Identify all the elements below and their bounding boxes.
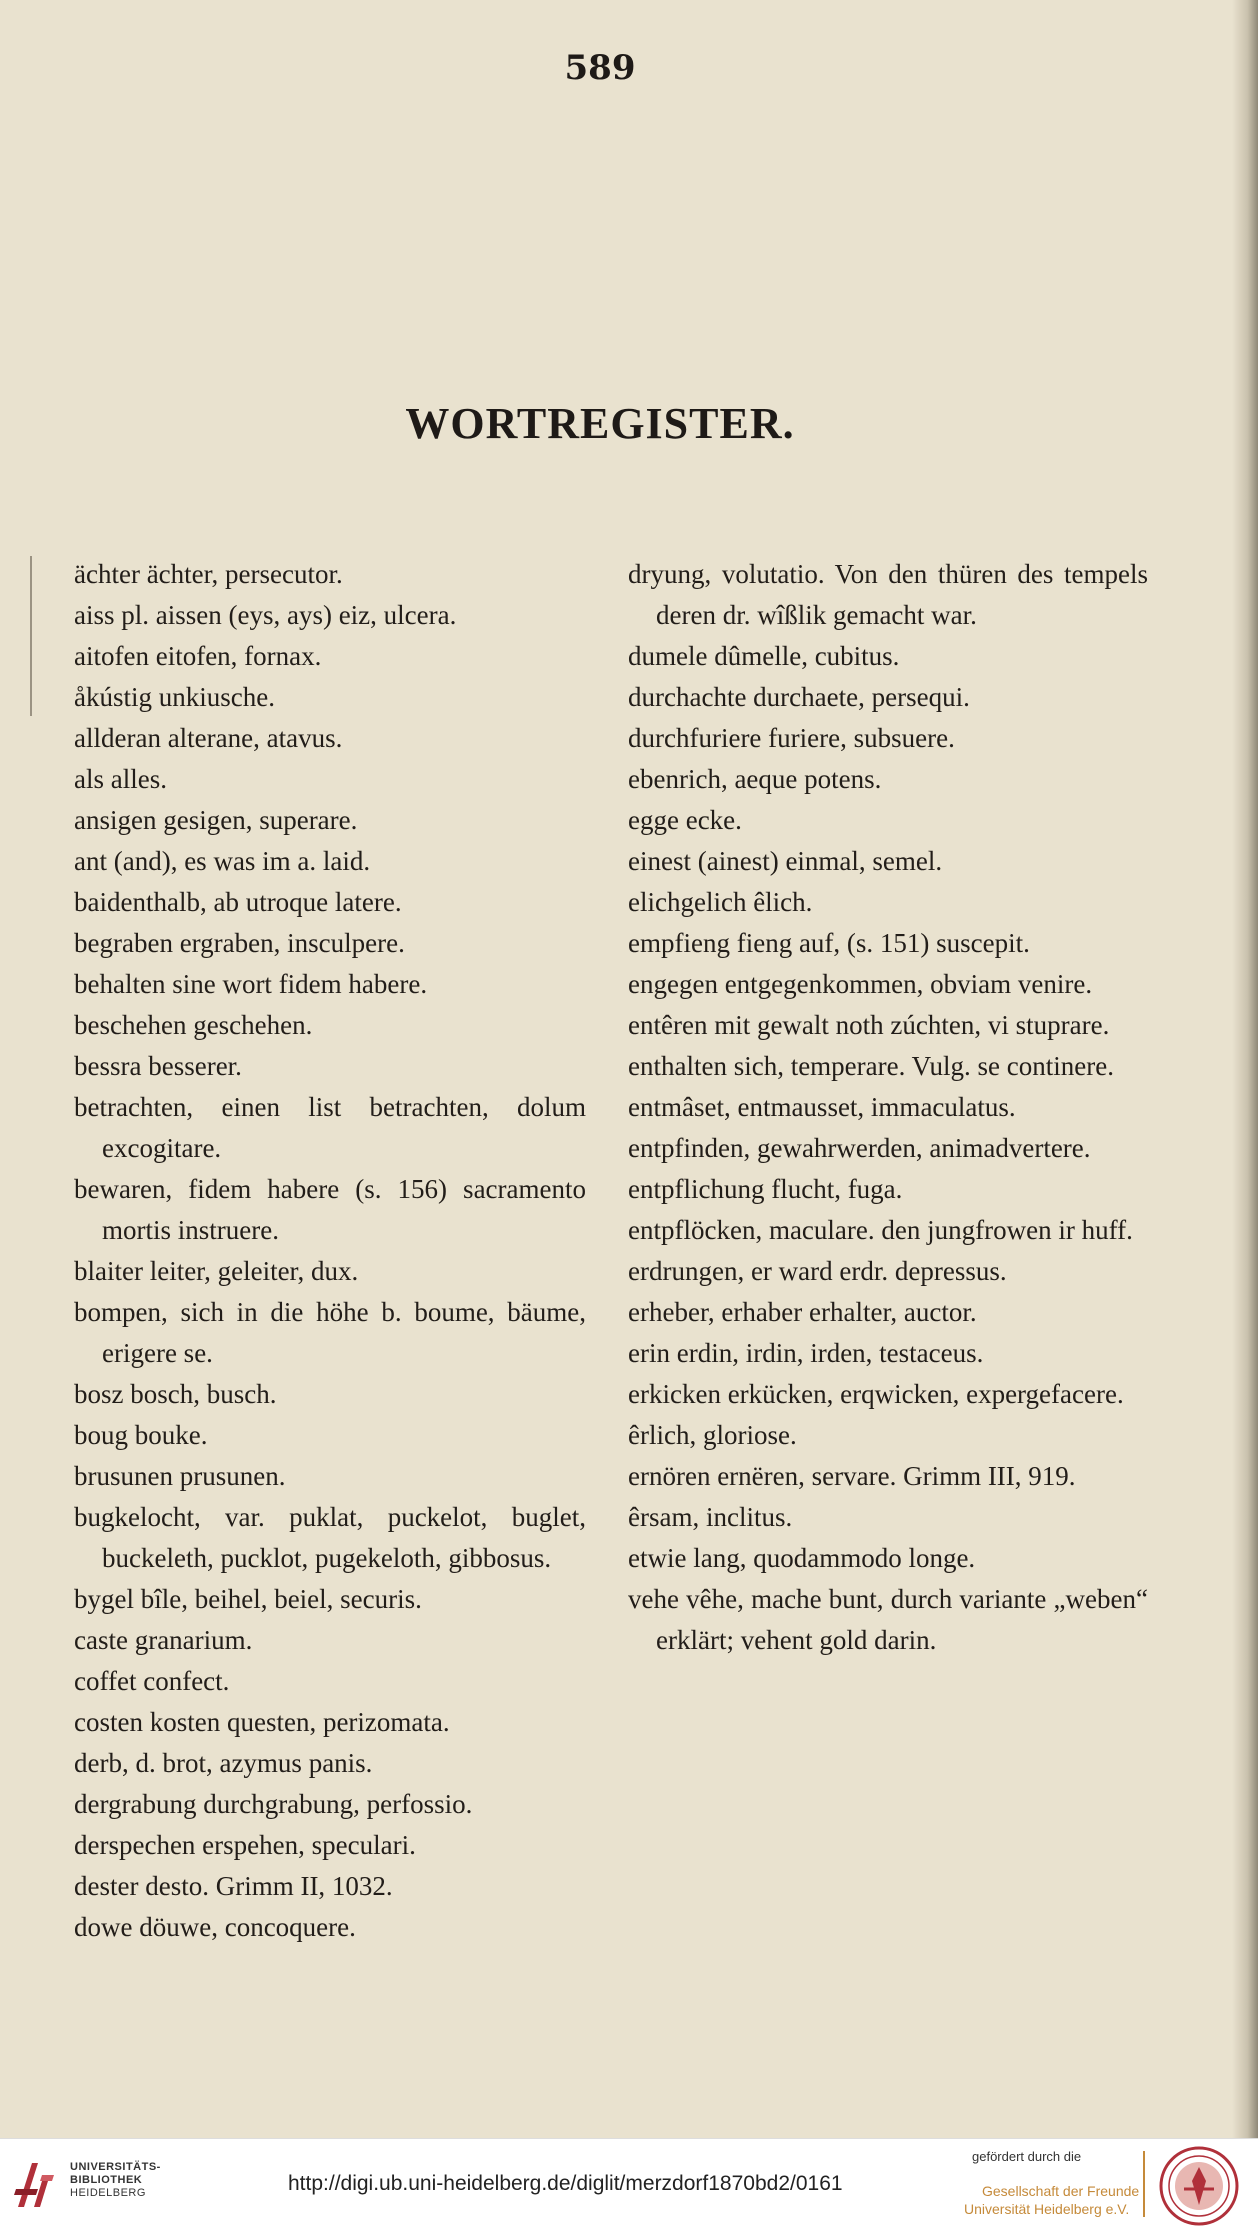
sponsor-name-line2: Universität Heidelberg e.V. — [964, 2201, 1130, 2217]
index-entry: ernören ernëren, servare. Grimm III, 919. — [628, 1461, 1076, 1491]
index-entry: durchachte durchaete, persequi. — [628, 682, 970, 712]
index-entry: entpfinden, gewahrwerden, animadvertere. — [628, 1133, 1091, 1163]
index-entry: derspechen erspehen, speculari. — [74, 1830, 416, 1860]
index-entry: durchfuriere furiere, subsuere. — [628, 723, 955, 753]
library-name-line1: UNIVERSITÄTS- — [70, 2161, 161, 2173]
library-name — [70, 2161, 161, 2200]
index-entry: elichgelich êlich. — [628, 887, 813, 917]
index-entry: êrsam, inclitus. — [628, 1502, 793, 1532]
index-entry: enthalten sich, temperare. Vulg. se continere. — [628, 1051, 1114, 1081]
index-entry: engegen entgegenkommen, obviam venire. — [628, 969, 1093, 999]
index-entry: baidenthalb, ab utroque latere. — [74, 887, 402, 917]
index-entry: aiss pl. aissen (eys, ays) eiz, ulcera. — [74, 600, 457, 630]
index-entry: begraben ergraben, insculpere. — [74, 928, 405, 958]
index-entry: betrachten, einen list betrachten, dolum excogitare. — [74, 1092, 586, 1163]
page-number: 589 — [564, 48, 636, 88]
page-title: WORTREGISTER. — [405, 399, 795, 448]
index-entry: erkicken erkücken, erqwicken, expergefacere. — [628, 1379, 1124, 1409]
index-entry: costen kosten questen, perizomata. — [74, 1707, 450, 1737]
index-entry: bessra besserer. — [74, 1051, 242, 1081]
index-entry: behalten sine wort fidem habere. — [74, 969, 428, 999]
index-entry: dergrabung durchgrabung, perfossio. — [74, 1789, 473, 1819]
library-name-line3: HEIDELBERG — [70, 2187, 146, 2199]
index-entry: dumele dûmelle, cubitus. — [628, 641, 900, 671]
index-entry: boug bouke. — [74, 1420, 208, 1450]
index-entry: ant (and), es was im a. laid. — [74, 846, 371, 876]
index-entry: allderan alterane, atavus. — [74, 723, 343, 753]
index-entry: brusunen prusunen. — [74, 1461, 286, 1491]
library-name-line2: BIBLIOTHEK — [70, 2174, 143, 2186]
index-entry: caste granarium. — [74, 1625, 253, 1655]
index-entry: coffet confect. — [74, 1666, 230, 1696]
sponsor-name-line1: Gesellschaft der Freunde — [982, 2183, 1140, 2199]
index-entry: erheber, erhaber erhalter, auctor. — [628, 1297, 977, 1327]
sponsor-caption: gefördert durch die — [972, 2149, 1082, 2164]
index-entry: dowe döuwe, concoquere. — [74, 1912, 356, 1942]
index-entry: entpflichung flucht, fuga. — [628, 1174, 903, 1204]
index-entry: empfieng fieng auf, (s. 151) suscepit. — [628, 928, 1030, 958]
index-entry: etwie lang, quodammodo longe. — [628, 1543, 976, 1573]
index-entry: erdrungen, er ward erdr. depressus. — [628, 1256, 1007, 1286]
index-entry: ansigen gesigen, superare. — [74, 805, 358, 835]
index-entry: vehe vêhe, mache bunt, durch variante „weben“ erklärt; vehent gold darin. — [628, 1584, 1148, 1655]
index-entry: beschehen geschehen. — [74, 1010, 313, 1040]
page-edge-shadow — [1232, 0, 1258, 2138]
index-entry: bewaren, fidem habere (s. 156) sacramento mortis instruere. — [74, 1174, 586, 1245]
index-entry: egge ecke. — [628, 805, 742, 835]
index-entry: bugkelocht, var. puklat, puckelot, buglet, buckeleth, pucklot, pugekeloth, gibbosus. — [74, 1502, 586, 1573]
index-entry: erin erdin, irdin, irden, testaceus. — [628, 1338, 984, 1368]
footer-bar — [0, 2138, 1258, 2230]
index-entry: ächter ächter, persecutor. — [74, 559, 343, 589]
university-seal-icon — [1158, 2145, 1240, 2227]
left-column — [74, 554, 586, 1948]
index-entry: aitofen eitofen, fornax. — [74, 641, 322, 671]
index-entry: bygel bîle, beihel, beiel, securis. — [74, 1584, 422, 1614]
index-entry: entpflöcken, maculare. den jungfrowen ir huff. — [628, 1215, 1133, 1245]
index-entry: blaiter leiter, geleiter, dux. — [74, 1256, 359, 1286]
index-entry: åkústig unkiusche. — [74, 682, 275, 712]
index-entry: dester desto. Grimm II, 1032. — [74, 1871, 393, 1901]
right-column — [628, 554, 1148, 1661]
index-entry: entêren mit gewalt noth zúchten, vi stuprare. — [628, 1010, 1110, 1040]
margin-pencil-mark — [30, 556, 36, 716]
index-entry: dryung, volutatio. Von den thüren des tempels deren dr. wîßlik gemacht war. — [628, 559, 1148, 630]
index-entry: einest (ainest) einmal, semel. — [628, 846, 943, 876]
index-entry: entmâset, entmausset, immaculatus. — [628, 1092, 1016, 1122]
permalink-url[interactable]: http://digi.ub.uni-heidelberg.de/diglit/merzdorf1870bd2/0161 — [288, 2172, 843, 2195]
index-entry: bompen, sich in die höhe b. boume, bäume, erigere se. — [74, 1297, 586, 1368]
sponsor-divider — [1143, 2151, 1145, 2217]
index-entry: als alles. — [74, 764, 167, 794]
index-entry: êrlich, gloriose. — [628, 1420, 797, 1450]
index-entry: ebenrich, aeque potens. — [628, 764, 882, 794]
index-entry: derb, d. brot, azymus panis. — [74, 1748, 373, 1778]
library-logo-icon — [12, 2155, 60, 2213]
index-entry: bosz bosch, busch. — [74, 1379, 277, 1409]
